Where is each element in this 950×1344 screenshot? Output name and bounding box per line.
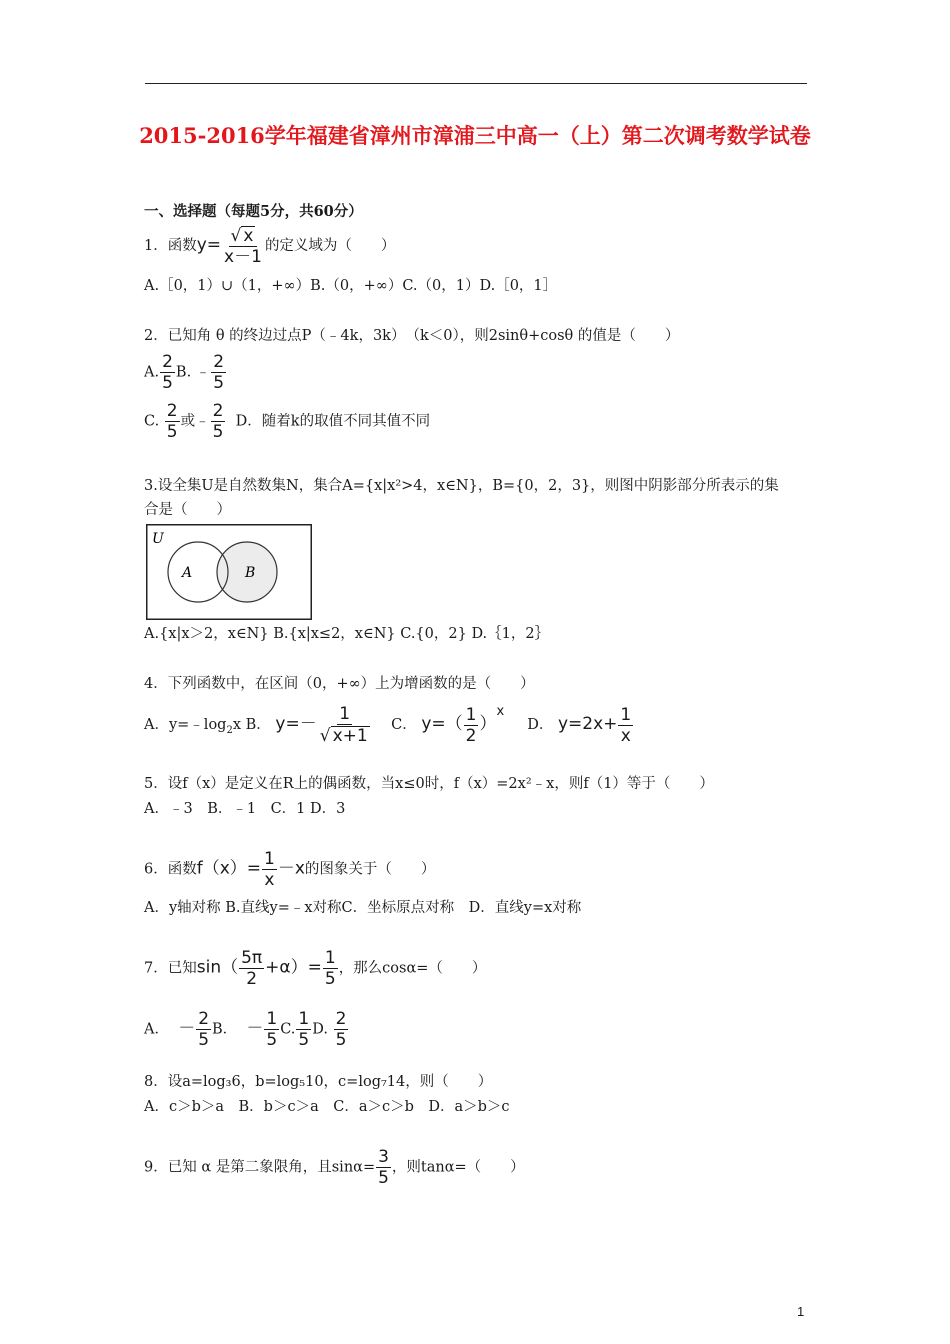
- q7-d-fraction: $\frac{2}{5}$: [335, 1009, 347, 1050]
- question-7: 7．已知sin（ $\frac{5\pi}{2}$ +α）= $\frac{1}{5}$ ，那么cosα=（ ）: [144, 948, 487, 989]
- q8-options: A．c＞b＞a B．b＞c＞a C．a＞c＞b D．a＞b＞c: [144, 1099, 510, 1115]
- q2-options-cd: C. $\frac{2}{5}$ 或﹣ $\frac{2}{5}$ D．随着k的取值不同其值不同: [144, 401, 431, 442]
- q7-b-fraction: $\frac{1}{5}$: [266, 1009, 278, 1050]
- q2-b-fraction: $\frac{2}{5}$: [213, 352, 225, 393]
- q6-fraction: $\frac{1}{x}$: [264, 849, 275, 890]
- question-3-line1: 3.设全集U是自然数集N，集合A={x|x²>4，x∈N}，B={0，2，3}，则图中阴影部分所表示的集: [144, 478, 779, 494]
- q1-num: x: [243, 226, 254, 246]
- q7-a-fraction: $\frac{2}{5}$: [198, 1009, 210, 1050]
- q4-options: A．$y=﹣\log_2x$ B． y=－ $\frac{1}{√ x+1}$ C． y=（ $\frac{1}{2}$ ）$^x$ D． y=2x+ $\frac{1}{x}$: [144, 704, 632, 746]
- q4-c-fraction: $\frac{1}{2}$: [465, 704, 477, 746]
- q7-fraction-angle: $\frac{5\pi}{2}$: [241, 948, 263, 989]
- question-9: 9．已知 α 是第二象限角，且sinα= $\frac{3}{5}$ ，则tanα=（ ）: [144, 1147, 525, 1188]
- q1-den: x－1: [224, 247, 262, 267]
- venn-diagram: [146, 524, 312, 620]
- q7-c-fraction: $\frac{1}{5}$: [298, 1009, 310, 1050]
- q1-prefix: 1．函数: [144, 238, 197, 254]
- q4-b-fraction: $\frac{1}{√ x+1}$: [319, 704, 368, 746]
- q2-c-fraction-neg: $\frac{2}{5}$: [212, 401, 224, 442]
- q2-c-fraction: $\frac{2}{5}$: [166, 401, 178, 442]
- question-1: [144, 226, 395, 266]
- section-heading: 一、选择题（每题5分，共60分）: [144, 203, 363, 220]
- q2-a-fraction: $\frac{2}{5}$: [162, 352, 173, 393]
- venn-label-b: B: [245, 565, 256, 581]
- question-4: 4．下列函数中，在区间（0，+∞）上为增函数的是（ ）: [144, 676, 535, 692]
- q2-options-ab: A. $\frac{2}{5}$ B. ﹣ $\frac{2}{5}$: [144, 352, 225, 393]
- header-rule: [145, 83, 807, 84]
- q7-options: A． － $\frac{2}{5}$ B． － $\frac{1}{5}$ C. $\frac{1}{5}$ D. $\frac{2}{5}$: [144, 1009, 347, 1050]
- q3-options: A.{x|x＞2，x∈N} B.{x|x≤2，x∈N} C.{0，2} D.｛1，2｝: [144, 626, 550, 642]
- question-6: 6．函数f（x）= $\frac{1}{x}$ －x的图象关于（ ）: [144, 849, 436, 890]
- q6-options: A．y轴对称 B.直线y=﹣x对称C．坐标原点对称 D．直线y=x对称: [144, 900, 582, 916]
- q9-fraction: $\frac{3}{5}$: [378, 1147, 389, 1188]
- q1-fraction: $\frac{√ x}{x-1}$: [224, 226, 262, 267]
- q1-fn: y=: [196, 235, 222, 255]
- q4-d-fraction: $\frac{1}{x}$: [620, 704, 632, 746]
- q5-options: A．﹣3 B．﹣1 C．1 D．3: [144, 801, 346, 817]
- page-title: 2015-2016学年福建省漳州市漳浦三中高一（上）第二次调考数学试卷: [139, 123, 811, 148]
- question-2: 2．已知角 θ 的终边过点P（﹣4k，3k） （k＜0），则2sinθ+cosθ 的值是（ ）: [144, 328, 680, 344]
- venn-label-a: A: [182, 565, 193, 581]
- q1-options: A.［0，1）∪（1，+∞）B.（0，+∞）C.（0，1）D.［0，1］: [144, 278, 558, 294]
- question-5: 5．设f（x）是定义在R上的偶函数，当x≤0时，f（x）=2x²﹣x，则f（1）等于（ ）: [144, 776, 714, 792]
- page-number: 1: [797, 1304, 805, 1319]
- venn-label-u: U: [152, 531, 164, 547]
- q1-suffix: 的定义域为（ ）: [264, 238, 396, 254]
- q7-fraction-value: $\frac{1}{5}$: [324, 948, 336, 989]
- question-3-line2: 合是（ ）: [144, 502, 231, 518]
- question-8: 8．设a=log₃6，b=log₅10，c=log₇14，则（ ）: [144, 1074, 493, 1090]
